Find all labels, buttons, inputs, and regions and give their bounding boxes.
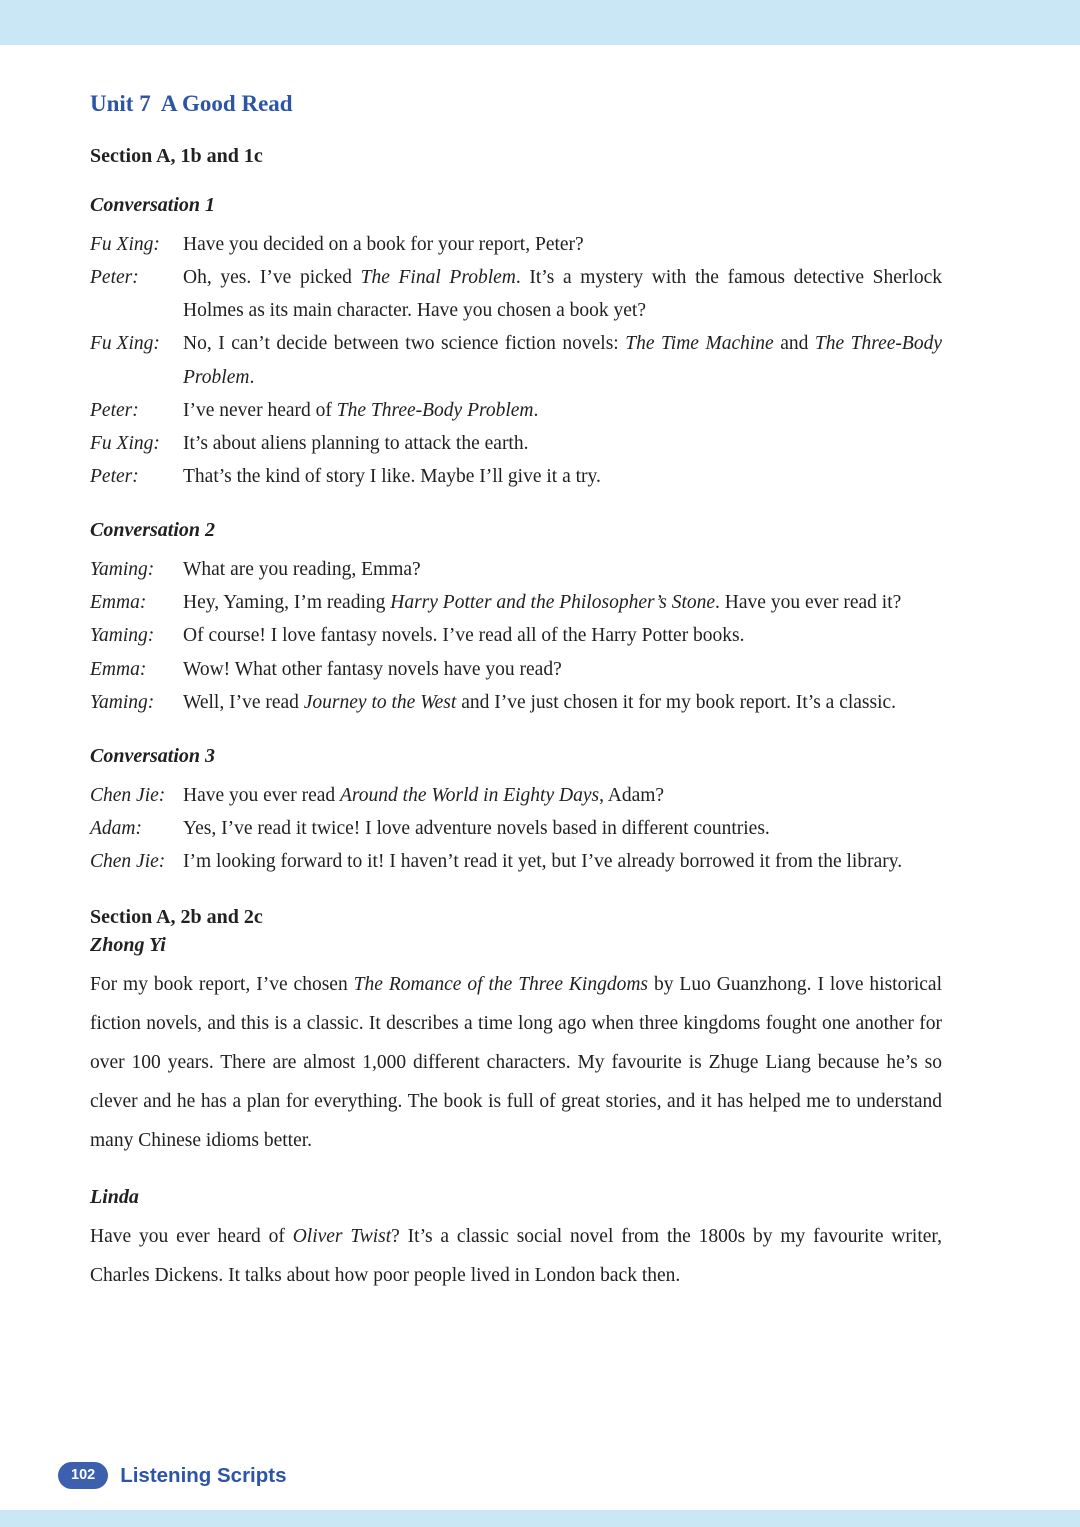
section-label: Section A, 1b and 1c [90,145,263,167]
dialogue-row [90,686,942,719]
dialogue-line [183,394,942,427]
dialogue-row [90,619,942,652]
conversation-heading: Conversation 2 [90,519,216,542]
book-title: The Time Machine [625,333,774,355]
text-segment: . Have you ever read it? [715,592,902,614]
speaker-name: Chen Jie: [90,784,166,806]
speaker-name: Peter: [90,399,139,421]
dialogue-row [90,228,942,261]
book-title: The Three-Body Problem [336,399,534,421]
page-content [90,45,942,1295]
dialogue-line [183,586,942,619]
dialogue-row [90,653,942,686]
unit-title: Unit 7 A Good Read [90,91,293,116]
text-segment: Well, I’ve read [183,691,304,713]
text-segment: and I’ve just chosen it for my book report. It’s a classic. [456,691,897,713]
text-segment: That’s the kind of story I like. Maybe I’ll give it a try. [183,465,601,487]
dialogue-line [183,261,942,327]
bottom-decoration-bar [0,1510,1080,1527]
book-title: Harry Potter and the Philosopher’s Stone [390,592,716,614]
text-segment: I’ve never heard of [183,399,337,421]
listening-script-blocks [90,145,942,1295]
dialogue-row [90,327,942,393]
text-segment: Have you decided on a book for your report, Peter? [183,234,584,255]
dialogue-line [183,619,942,652]
dialogue-row [90,553,942,586]
dialogue-row [90,394,942,427]
book-title: Journey to the West [303,691,457,713]
monologue-speaker-heading: Zhong Yi [90,934,166,957]
conversation-heading: Conversation 1 [90,194,216,216]
book-title: The Romance of the Three Kingdoms [353,974,649,996]
speaker-name: Yaming: [90,691,155,713]
dialogue-line [183,779,942,812]
dialogue-row [90,845,942,878]
text-segment: . [533,399,539,421]
text-segment: Yes, I’ve read it twice! I love adventure novels based in different countries. [183,817,770,839]
dialogue-row [90,812,942,845]
text-segment: and [773,333,815,355]
text-segment: by Luo Guanzhong. I love historical fiction novels, and this is a classic. It describes a time long ago when three kingdoms fought one another for over 100 years. There are almost 1,000 different characters. My favourite is Zhuge Liang because he’s so clever and he has a plan for everything. The book is full of great stories, and it has helped me to understand many Chinese idioms better. [90,974,942,1152]
top-decoration-bar [0,0,1080,45]
page-footer [58,1462,287,1489]
dialogue-line [183,845,942,878]
speaker-name: Fu Xing: [90,234,160,255]
speaker-name: Peter: [90,267,139,289]
book-title: Oliver Twist [292,1226,392,1248]
dialogue-row [90,779,942,812]
text-segment: It’s about aliens planning to attack the earth. [183,432,529,454]
text-segment: Oh, yes. I’ve picked [183,267,361,289]
dialogue-row [90,427,942,460]
text-segment: Wow! What other fantasy novels have you read? [183,658,562,680]
text-segment: Have you ever heard of [90,1226,293,1248]
text-segment: ? It’s a classic social novel from the 1800s by my favourite writer, Charles Dickens. It talks about how poor people lived in London back then. [90,1226,942,1287]
conversation-heading: Conversation 3 [90,744,216,767]
dialogue-row [90,261,942,327]
text-segment: . It’s a mystery with the famous detective Sherlock Holmes as its main character. Have you chosen a book yet? [183,267,942,322]
footer-title: Listening Scripts [120,1463,287,1487]
dialogue-line [183,427,942,460]
page-number-badge: 102 [58,1462,108,1489]
speaker-name: Peter: [90,465,139,487]
dialogue-line [183,653,942,686]
speaker-name: Chen Jie: [90,851,166,873]
text-segment: , Adam? [599,784,665,806]
dialogue-line [183,327,942,393]
dialogue-line [183,686,942,719]
text-segment: I’m looking forward to it! I haven’t read it yet, but I’ve already borrowed it from the library. [183,851,903,873]
monologue-paragraph [90,1217,942,1295]
speaker-name: Yaming: [90,559,155,581]
speaker-name: Emma: [90,592,147,614]
speaker-name: Adam: [90,817,142,839]
dialogue-line [183,812,942,845]
dialogue-row [90,586,942,619]
text-segment: No, I can’t decide between two science fiction novels: [183,333,626,355]
dialogue-line [183,553,942,586]
text-segment: Have you ever read [183,784,340,806]
speaker-name: Yaming: [90,625,155,647]
section-label: Section A, 2b and 2c [90,906,263,929]
book-title: Around the World in Eighty Days [340,784,600,806]
monologue-paragraph [90,965,942,1160]
text-segment: For my book report, I’ve chosen [90,974,354,996]
text-segment: Hey, Yaming, I’m reading [183,592,391,614]
book-title: The Three-Body Problem [183,333,942,388]
dialogue-line [183,460,942,493]
speaker-name: Fu Xing: [90,432,160,454]
speaker-name: Emma: [90,658,147,680]
dialogue-line [183,228,942,261]
monologue-speaker-heading: Linda [90,1186,139,1209]
speaker-name: Fu Xing: [90,333,160,355]
dialogue-row [90,460,942,493]
text-segment: What are you reading, Emma? [183,559,421,581]
book-title: The Final Problem [360,267,516,289]
text-segment: . [249,366,255,388]
text-segment: Of course! I love fantasy novels. I’ve read all of the Harry Potter books. [183,625,745,647]
